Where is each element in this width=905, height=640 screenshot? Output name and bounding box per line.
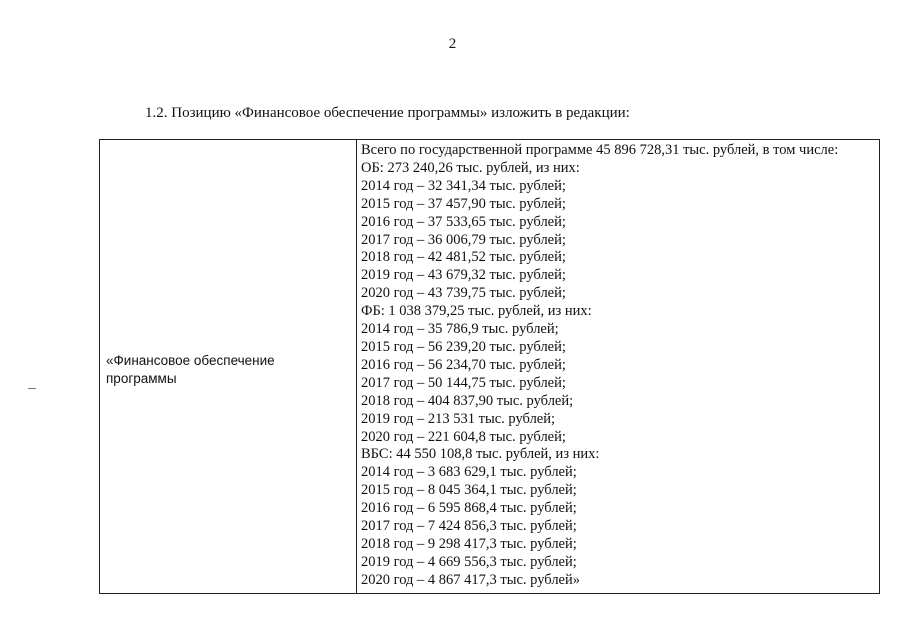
financing-line: 2015 год – 8 045 364,1 тыс. рублей; xyxy=(361,482,577,499)
financing-line: 2020 год – 43 739,75 тыс. рублей; xyxy=(361,285,566,302)
financing-line: 2019 год – 43 679,32 тыс. рублей; xyxy=(361,267,566,284)
margin-mark xyxy=(28,388,36,389)
financing-label: «Финансовое обеспечение программы xyxy=(106,353,275,386)
financing-line: 2019 год – 4 669 556,3 тыс. рублей; xyxy=(361,553,577,570)
financing-line: 2020 год – 221 604,8 тыс. рублей; xyxy=(361,428,566,445)
table-left-cell xyxy=(100,140,357,593)
financing-table xyxy=(99,139,880,594)
financing-line: 2016 год – 56 234,70 тыс. рублей; xyxy=(361,356,566,373)
financing-line: 2017 год – 36 006,79 тыс. рублей; xyxy=(361,231,566,248)
financing-line: 2018 год – 404 837,90 тыс. рублей; xyxy=(361,392,574,409)
financing-line: 2019 год – 213 531 тыс. рублей; xyxy=(361,410,556,427)
page-number: 2 xyxy=(448,36,457,52)
financing-line: 2015 год – 56 239,20 тыс. рублей; xyxy=(361,338,566,355)
financing-line: ВБС: 44 550 108,8 тыс. рублей, из них: xyxy=(361,446,600,463)
financing-line: 2015 год – 37 457,90 тыс. рублей; xyxy=(361,195,566,212)
financing-line: 2020 год – 4 867 417,3 тыс. рублей» xyxy=(361,571,581,588)
financing-line: ОБ: 273 240,26 тыс. рублей, из них: xyxy=(361,159,580,176)
financing-line: 2017 год – 7 424 856,3 тыс. рублей; xyxy=(361,518,577,535)
financing-line: 2018 год – 42 481,52 тыс. рублей; xyxy=(361,249,566,266)
section-heading: 1.2. Позицию «Финансовое обеспечение программы» изложить в редакции: xyxy=(145,105,630,121)
financing-line: 2014 год – 35 786,9 тыс. рублей; xyxy=(361,321,559,338)
financing-line: 2016 год – 37 533,65 тыс. рублей; xyxy=(361,213,566,230)
financing-line: 2017 год – 50 144,75 тыс. рублей; xyxy=(361,374,566,391)
table-right-cell xyxy=(357,140,879,593)
financing-line: 2018 год – 9 298 417,3 тыс. рублей; xyxy=(361,535,577,552)
financing-line: 2014 год – 32 341,34 тыс. рублей; xyxy=(361,177,566,194)
financing-line: Всего по государственной программе 45 896 728,31 тыс. рублей, в том числе: xyxy=(361,142,839,158)
financing-line: 2016 год – 6 595 868,4 тыс. рублей; xyxy=(361,500,577,517)
financing-line: 2014 год – 3 683 629,1 тыс. рублей; xyxy=(361,464,577,481)
financing-line: ФБ: 1 038 379,25 тыс. рублей, из них: xyxy=(361,303,592,320)
